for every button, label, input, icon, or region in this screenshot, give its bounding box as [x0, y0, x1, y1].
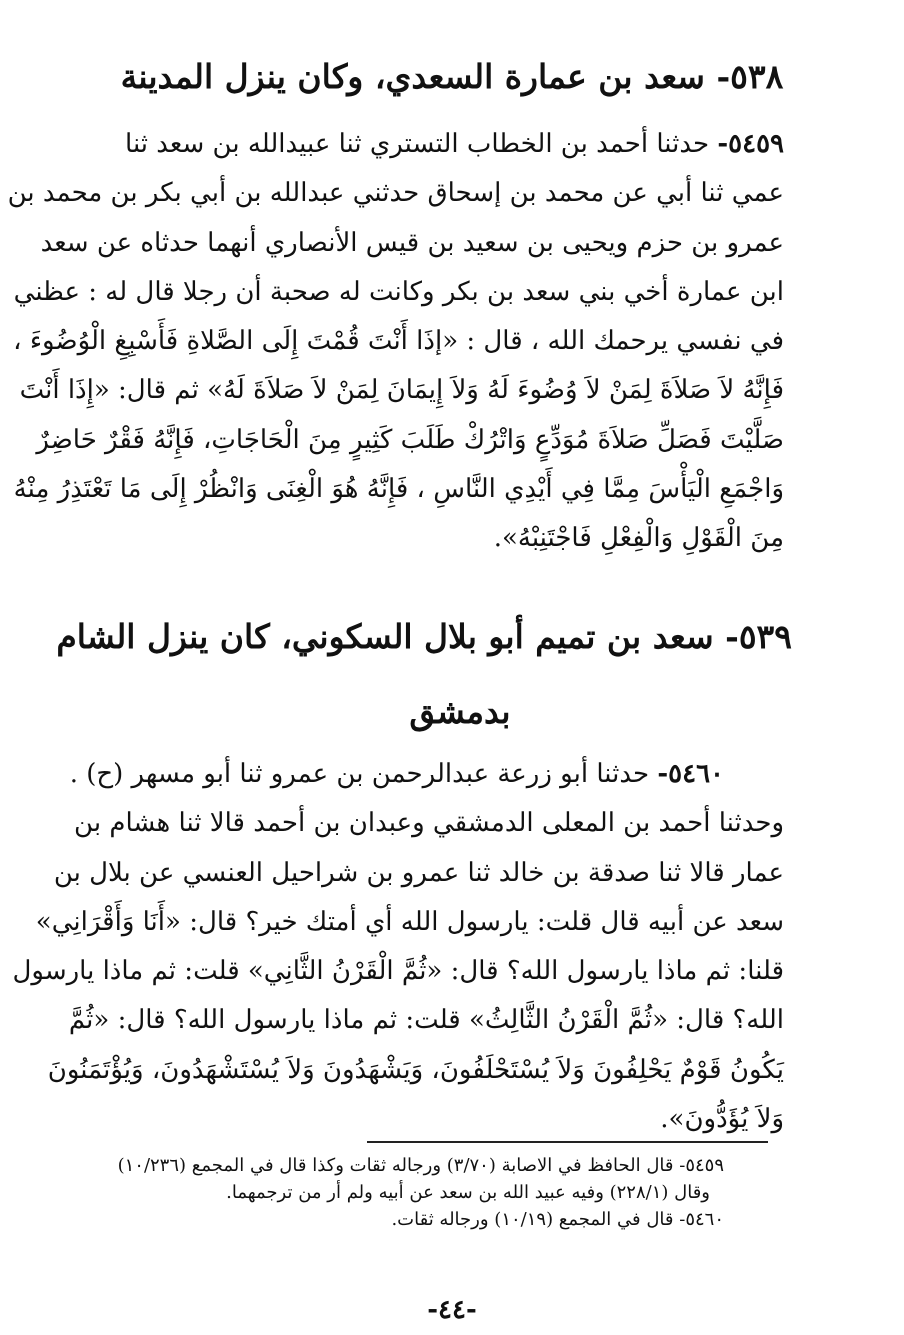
- hadith-5459-line-3: عمرو بن حزم ويحيى بن سعيد بن قيس الأنصاري أنهما حدثاه عن سعد: [40, 227, 784, 258]
- hadith-number: ٥٤٦٠-: [657, 759, 724, 789]
- hadith-5459-line-2: عمي ثنا أبي عن محمد بن إسحاق حدثني عبدالله بن أبي بكر بن محمد بن: [7, 178, 784, 209]
- hadith-5460-line-5: قلنا: ثم ماذا يارسول الله؟ قال: «ثُمَّ الْقَرْنُ الثَّانِي» قلت: ثم ماذا يارسول: [12, 956, 784, 987]
- hadith-5459-line-7: صَلَّيْتَ فَصَلِّ صَلاَةَ مُوَدِّعٍ وَاتْرُكْ طَلَبَ كَثِيرٍ مِنَ الْحَاجَاتِ، فَإِنَّهُ فَقْرٌ حَاضِرٌ: [36, 424, 784, 455]
- entry-539-heading-continued: بدمشق: [409, 692, 511, 731]
- hadith-5459-line-8: وَاجْمَعِ الْيَأْسَ مِمَّا فِي أَيْدِي النَّاسِ ، فَإِنَّهُ هُوَ الْغِنَى وَانْظُرْ إِلَى مَا تَعْتَذِرُ مِنْهُ: [13, 474, 784, 505]
- hadith-5460-line-3: عمار قالا ثنا صدقة بن خالد ثنا عمرو بن شراحيل العنسي عن بلال بن: [53, 857, 784, 888]
- footnote-line-2: وقال (٢٢٨/١) وفيه عبيد الله بن سعد عن أبيه ولم أر من ترجمهما.: [226, 1182, 710, 1203]
- hadith-5459-line-9: مِنَ الْقَوْلِ وَالْفِعْلِ فَاجْتَنِبْهُ».: [493, 523, 784, 554]
- footnotes: [118, 1152, 724, 1233]
- hadith-5459: [7, 120, 784, 564]
- hadith-5459-line-5: في نفسي يرحمك الله ، قال : «إذَا أَنْتَ قُمْتَ إِلَى الصَّلاةِ فَأَسْبِغِ الْوُضُوءَ ،: [13, 326, 784, 357]
- hadith-5460-line-8: وَلاَ يُؤَدُّونَ».: [660, 1104, 784, 1135]
- hadith-5459-line-6: فَإِنَّهُ لاَ صَلاَةَ لِمَنْ لاَ وُضُوءَ لَهُ وَلاَ إِيمَانَ لِمَنْ لاَ صَلاَةَ لَهُ» ثم قال: «إِذَا أَنْتَ: [19, 375, 784, 406]
- footnote-line-3: ٥٤٦٠- قال في المجمع (١٠/١٩) ورجاله ثقات.: [391, 1209, 724, 1230]
- footnote-line-1: ٥٤٥٩- قال الحافظ في الاصابة (٣/٧٠) ورجاله ثقات وكذا قال في المجمع (١٠/٢٣٦): [117, 1155, 724, 1176]
- hadith-5459-line-1: ٥٤٥٩- حدثنا أحمد بن الخطاب التستري ثنا عبيدالله بن سعد ثنا: [125, 129, 784, 159]
- entry-538-heading: ٥٣٨- سعد بن عمارة السعدي، وكان ينزل المدينة: [120, 57, 784, 96]
- hadith-5460-line-4: سعد عن أبيه قال قلت: يارسول الله أي أمتك خير؟ قال: «أَنَا وَأَقْرَانِي»: [35, 906, 784, 937]
- hadith-5460-line-1: ٥٤٦٠- حدثنا أبو زرعة عبدالرحمن بن عمرو ثنا أبو مسهر (ح) .: [69, 759, 724, 789]
- footnote-divider: [367, 1141, 768, 1143]
- entry-539-heading: ٥٣٩- سعد بن تميم أبو بلال السكوني، كان ينزل الشام: [56, 617, 792, 656]
- hadith-5459-line-4: ابن عمارة أخي بني سعد بن بكر وكانت له صحبة أن رجلا قال له : عظني: [13, 276, 784, 307]
- hadith-5460-line-2: وحدثنا أحمد بن المعلى الدمشقي وعبدان بن أحمد قالا ثنا هشام بن: [74, 808, 784, 839]
- hadith-5460-line-6: الله؟ قال: «ثُمَّ الْقَرْنُ الثَّالِثُ» قلت: ثم ماذا يارسول الله؟ قال: «ثُمَّ: [68, 1005, 784, 1036]
- hadith-5460: [12, 750, 784, 1144]
- hadith-number: ٥٤٥٩-: [717, 129, 784, 159]
- hadith-5460-line-7: يَكُونُ قَوْمٌ يَحْلِفُونَ وَلاَ يُسْتَحْلَفُونَ، وَيَشْهَدُونَ وَلاَ يُسْتَشْهَدُونَ، وَيُؤْتَمَنُونَ: [47, 1054, 784, 1085]
- page-number: -٤٤-: [427, 1295, 477, 1325]
